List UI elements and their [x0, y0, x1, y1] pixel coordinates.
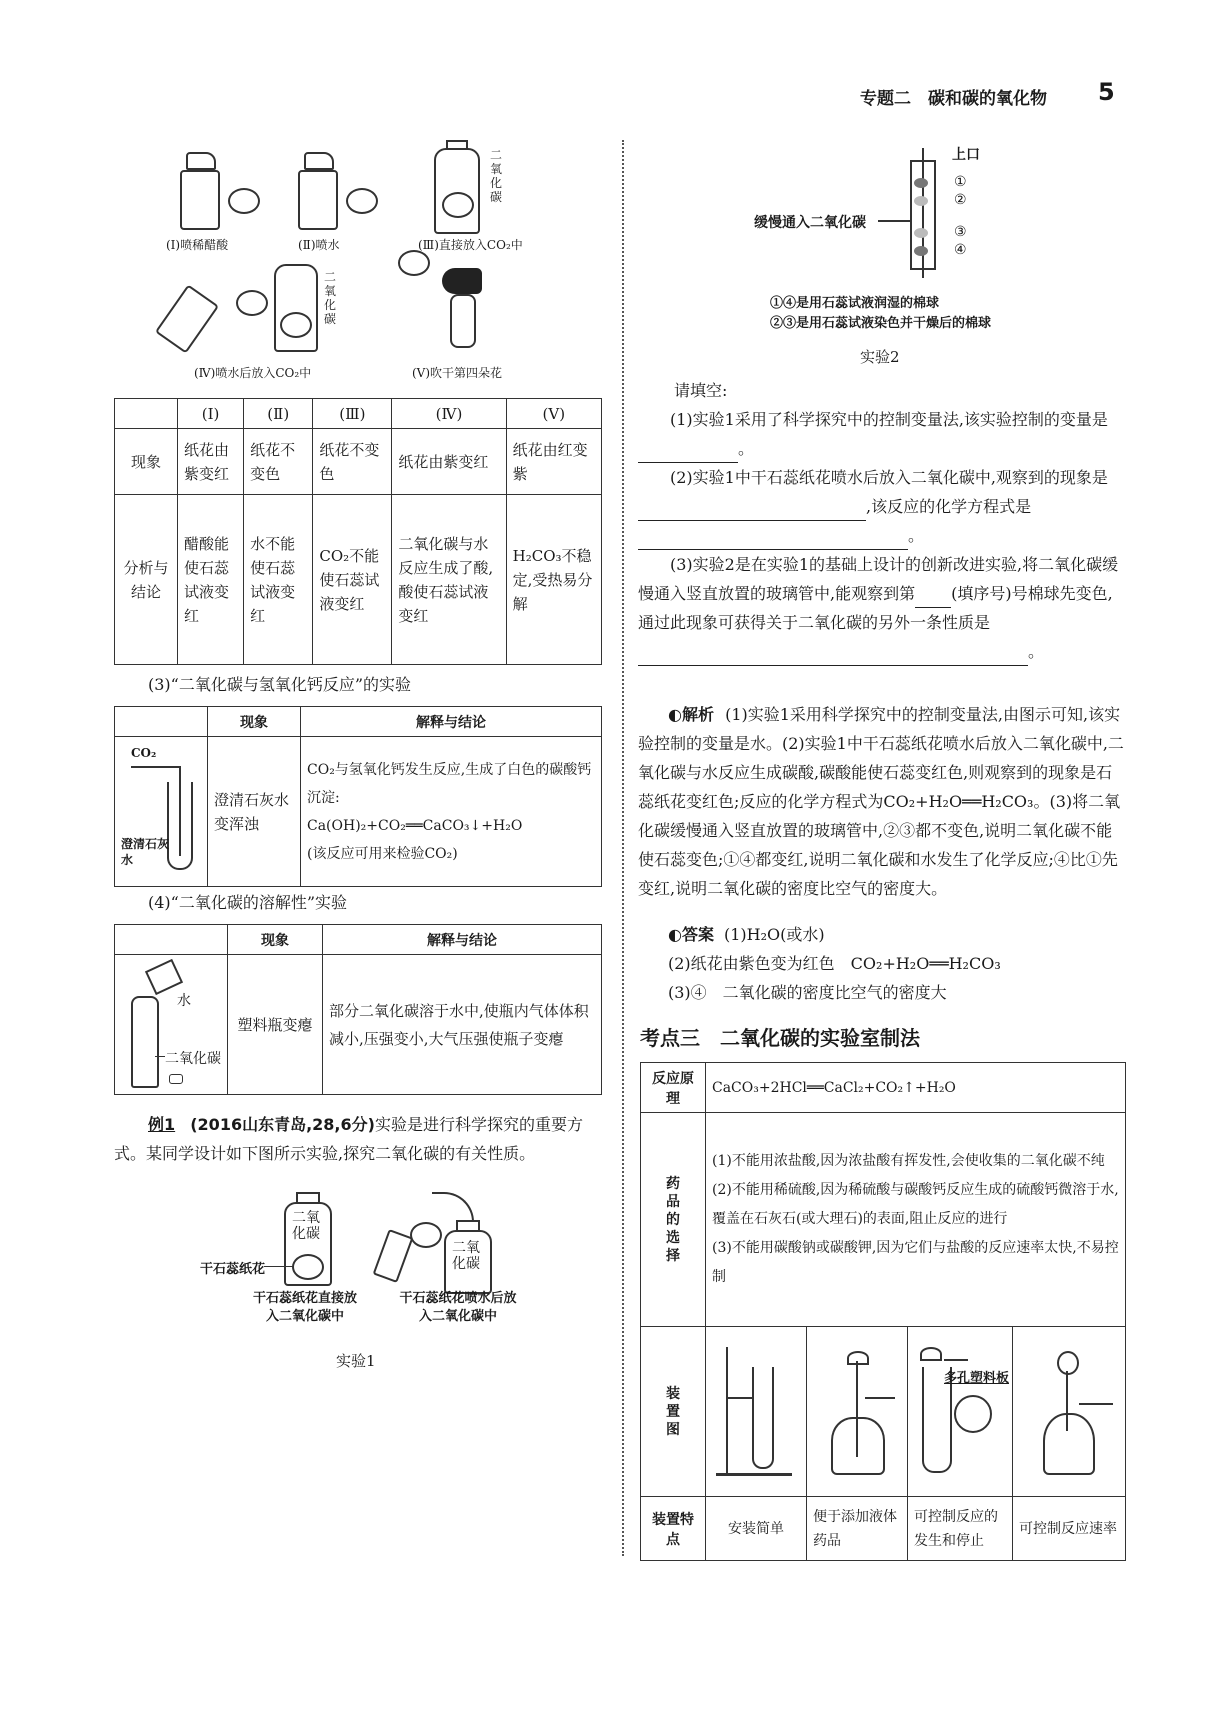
section-3-title: (3)“二氧化碳与氢氧化钙反应”的实验 [148, 675, 412, 694]
flower-icon [228, 188, 260, 214]
fig-label-2: (Ⅱ)喷水 [298, 238, 340, 252]
answer-blank[interactable] [638, 531, 908, 550]
answer-blank[interactable] [915, 589, 951, 608]
flower-icon [292, 1254, 324, 1280]
flower-icon [346, 188, 378, 214]
lab-preparation-table [640, 1062, 1126, 1561]
example-source: (2016山东青岛,28,6分) [190, 1115, 375, 1134]
example-text: 实验是进行科学探究的重要方式。某同学设计如下图所示实验,探究二氧化碳的有关性质。 [114, 1115, 583, 1163]
apparatus-label: 装置图 [666, 1385, 680, 1438]
flower-icon [280, 312, 312, 338]
test-tube-icon [167, 782, 193, 870]
answer-block [668, 920, 1128, 1007]
phenomenon-cell: 塑料瓶变瘪 [228, 955, 323, 1095]
spray-head-icon [304, 152, 334, 170]
bottle-text: 二氧化碳 [292, 1210, 320, 1242]
answer-tag: ◐答案 [668, 925, 714, 944]
table-cell: 纸花由紫变红 [178, 429, 244, 495]
column-divider [622, 140, 624, 1556]
answer-blank[interactable] [638, 647, 1028, 666]
cotton-ball-icon [914, 228, 928, 238]
apparatus-cell-2 [807, 1327, 908, 1497]
hair-dryer-icon [442, 268, 482, 294]
ball-4: ④ [954, 242, 967, 258]
analysis-text: (1)实验1采用科学探究中的控制变量法,由图示可知,该实验控制的变量是水。(2)实验1中干石蕊纸花喷水后放入二氧化碳中,二氧化碳与水反应生成碳酸,碳酸能使石蕊变红色,则观察到的现象是石蕊纸花变红色;反应的化学方程式为CO₂+H₂O══H₂CO₃。(3)将二氧化碳缓慢通入竖直放置的玻璃管中,②③都不变色,说明二氧化碳不能使石蕊变色;①④都变红,说明二氧化碳和水发生了化学反应;④比①先变红,说明二氧化碳的密度比空气的密度大。 [638, 705, 1124, 898]
analysis-tag: ◐解析 [668, 705, 714, 724]
limewater-table [114, 706, 602, 887]
inlet-arrow-icon [878, 220, 910, 222]
col-header: 解释与结论 [323, 925, 602, 955]
col-header: 现象 [208, 707, 301, 737]
feature-1: 安装简单 [706, 1497, 807, 1561]
flower-label: 干石蕊纸花 [200, 1262, 266, 1277]
hand-icon [450, 294, 476, 348]
flask-with-funnel-icon [813, 1337, 901, 1487]
col-header: 解释与结论 [301, 707, 602, 737]
page-header: 专题二 碳和碳的氧化物 [860, 89, 1047, 109]
period: 。 [738, 439, 755, 458]
col-header: (Ⅱ) [244, 399, 313, 429]
col-header: (Ⅳ) [392, 399, 506, 429]
answer-blank[interactable] [638, 444, 738, 463]
flower-icon [442, 192, 474, 218]
spray-bottle-icon [155, 284, 219, 353]
inlet-label: 缓慢通入二氧化碳 [754, 215, 866, 231]
note-1: ①④是用石蕊试液润湿的棉球 [770, 296, 940, 311]
reagent-label: 药品的选择 [666, 1175, 680, 1264]
conclusion-cell: 部分二氧化碳溶于水中,使瓶内气体体积减小,压强变小,大气压强使瓶子变瘪 [323, 955, 602, 1095]
spray-bottle-icon [298, 170, 338, 230]
top-opening-label: 上口 [952, 147, 980, 163]
col-header: (Ⅰ) [178, 399, 244, 429]
test-tube-figure [121, 742, 201, 882]
col-header: (Ⅲ) [313, 399, 392, 429]
flask-with-dropping-funnel-icon [1019, 1337, 1119, 1487]
question-1-text: (1)实验1采用了科学探究中的控制变量法,该实验控制的变量是 [670, 410, 1108, 429]
answer-tag-text: 答案 [681, 925, 714, 944]
conclusion-cell [301, 737, 602, 887]
kipp-apparatus-icon [914, 1337, 1010, 1487]
feature-4: 可控制反应速率 [1013, 1497, 1126, 1561]
plastic-bottle-figure [121, 960, 221, 1090]
table-cell: 纸花由红变紫 [506, 429, 601, 495]
section-heading: 考点三 二氧化碳的实验室制法 [640, 1026, 920, 1050]
ball-2: ② [954, 192, 967, 208]
analysis-tag-text: 解析 [681, 705, 714, 724]
answer-line-1 [668, 920, 1128, 949]
conclusion-note: (该反应可用来检验CO₂) [307, 845, 458, 862]
co2-vertical-label: 二氧化碳 [490, 148, 503, 204]
flower-icon [410, 1222, 442, 1248]
flower-experiment-figure [150, 140, 590, 390]
questions-block [638, 376, 1128, 666]
question-3-text-b: (填序号)号棉球先变色,通过此现象可获得关于二氧化碳的另外一条性质是 [638, 584, 1113, 632]
period: 。 [908, 526, 925, 545]
cotton-ball-icon [914, 178, 928, 188]
apparatus-cell-1 [706, 1327, 807, 1497]
bottle-text: 二氧化碳 [452, 1240, 480, 1272]
feature-3: 可控制反应的发生和停止 [908, 1497, 1013, 1561]
answer-3: (3)④ 二氧化碳的密度比空气的密度大 [668, 983, 947, 1002]
solubility-table [114, 924, 602, 1095]
reagent-2: (2)不能用稀硫酸,因为稀硫酸与碳酸钙反应生成的硫酸钙微溶于水,覆盖在石灰石(或大理石)的表面,阻止反应的进行 [712, 1182, 1119, 1227]
experiment-2-title: 实验2 [860, 348, 900, 366]
reagent-cell [706, 1113, 1126, 1327]
col-header: 现象 [228, 925, 323, 955]
phenomenon-cell: 澄清石灰水变浑浊 [208, 737, 301, 887]
reagent-3: (3)不能用碳酸钠或碳酸钾,因为它们与盐酸的反应速率太快,不易控制 [712, 1240, 1119, 1285]
cotton-ball-icon [914, 246, 928, 256]
plastic-bottle-icon [131, 996, 159, 1088]
bottle-cap-icon [169, 1074, 183, 1084]
feature-2: 便于添加液体药品 [807, 1497, 908, 1561]
flower-icon [236, 290, 268, 316]
apparatus-cell-4 [1013, 1327, 1126, 1497]
question-2-text: (2)实验1中干石蕊纸花喷水后放入二氧化碳中,观察到的现象是 [670, 468, 1108, 487]
answer-2: (2)纸花由紫色变为红色 CO₂+H₂O══H₂CO₃ [668, 954, 1001, 973]
section-4-title: (4)“二氧化碳的溶解性”实验 [148, 893, 348, 912]
curved-arrow-icon [432, 1192, 474, 1222]
table-cell: 醋酸能使石蕊试液变红 [178, 495, 244, 665]
experiment-2-figure [740, 140, 1040, 370]
col-header: (Ⅴ) [506, 399, 601, 429]
delivery-tube-icon [131, 766, 181, 768]
row-label: 现象 [115, 429, 178, 495]
answer-blank[interactable] [638, 502, 866, 521]
co2-vertical-label: 二氧化碳 [324, 270, 337, 326]
flower-results-table [114, 398, 602, 665]
row-label [641, 1327, 706, 1497]
apparatus-cell-3 [908, 1327, 1013, 1497]
pointer-line [264, 1266, 294, 1267]
limewater-label: 澄清石灰水 [121, 836, 170, 867]
ball-1: ① [954, 174, 967, 190]
fig-label-5: (Ⅴ)吹干第四朵花 [412, 366, 503, 380]
table-cell: 纸花由紫变红 [392, 429, 506, 495]
pointer-line [155, 1056, 165, 1057]
example-tag: 例1 [148, 1115, 176, 1134]
row-label: 装置特点 [641, 1497, 706, 1561]
caption-a: 干石蕊纸花直接放入二氧化碳中 [252, 1291, 357, 1324]
conclusion-line: CO₂与氢氧化钙发生反应,生成了白色的碳酸钙沉淀: [307, 761, 592, 806]
co2-label: 二氧化碳 [165, 1050, 221, 1067]
question-1 [638, 405, 1128, 463]
gas-bottle-icon [274, 264, 318, 352]
question-3-text: (3)实验2是在实验1的基础上设计的创新改进实验,将二氧化碳缓慢通入竖直放置的玻璃管中,能观察到第 [638, 555, 1119, 603]
spray-bottle-icon [373, 1229, 414, 1283]
table-cell: CO₂不能使石蕊试液变红 [313, 495, 392, 665]
spray-bottle-icon [180, 170, 220, 230]
fig-label-3: (Ⅲ)直接放入CO₂中 [418, 238, 523, 252]
flower-icon [398, 250, 430, 276]
row-label: 分析与结论 [115, 495, 178, 665]
example-1 [114, 1110, 604, 1168]
analysis-block [638, 700, 1128, 903]
iron-stand-icon [712, 1337, 800, 1487]
question-2-text-b: ,该反应的化学方程式是 [866, 497, 1032, 516]
experiment-1-title: 实验1 [336, 1352, 376, 1370]
experiment-1-figure [200, 1192, 530, 1382]
equation: Ca(OH)₂+CO₂══CaCO₃↓+H₂O [307, 817, 523, 834]
row-label [641, 1113, 706, 1327]
ball-3: ③ [954, 224, 967, 240]
page-number: 5 [1098, 78, 1115, 106]
question-2 [638, 463, 1128, 550]
fig-label-4: (Ⅳ)喷水后放入CO₂中 [194, 366, 312, 380]
plate-label: 多孔塑料板 [944, 1370, 1010, 1386]
question-3 [638, 550, 1128, 666]
caption-b: 干石蕊纸花喷水后放入二氧化碳中 [399, 1291, 517, 1324]
table-cell: 水不能使石蕊试液变红 [244, 495, 313, 665]
fig-label-1: (Ⅰ)喷稀醋酸 [166, 238, 229, 252]
table-cell: H₂CO₃不稳定,受热易分解 [506, 495, 601, 665]
reagent-1: (1)不能用浓盐酸,因为浓盐酸有挥发性,会使收集的二氧化碳不纯 [712, 1153, 1105, 1169]
porous-plate-icon [954, 1395, 992, 1433]
period: 。 [1028, 642, 1045, 661]
note-2: ②③是用石蕊试液染色并干燥后的棉球 [770, 316, 992, 331]
cotton-ball-icon [914, 196, 928, 206]
table-cell: 纸花不变色 [244, 429, 313, 495]
water-label: 水 [177, 992, 191, 1009]
co2-label: CO₂ [131, 745, 157, 760]
spray-head-icon [186, 152, 216, 170]
table-cell: 二氧化碳与水反应生成了酸,酸使石蕊试液变红 [392, 495, 506, 665]
questions-intro: 请填空: [674, 381, 728, 400]
row-label: 反应原理 [641, 1063, 706, 1113]
table-cell: 纸花不变色 [313, 429, 392, 495]
principle-equation: CaCO₃+2HCl══CaCl₂+CO₂↑+H₂O [706, 1063, 1126, 1113]
gas-bottle-icon [434, 148, 480, 234]
answer-1: (1)H₂O(或水) [723, 925, 825, 944]
